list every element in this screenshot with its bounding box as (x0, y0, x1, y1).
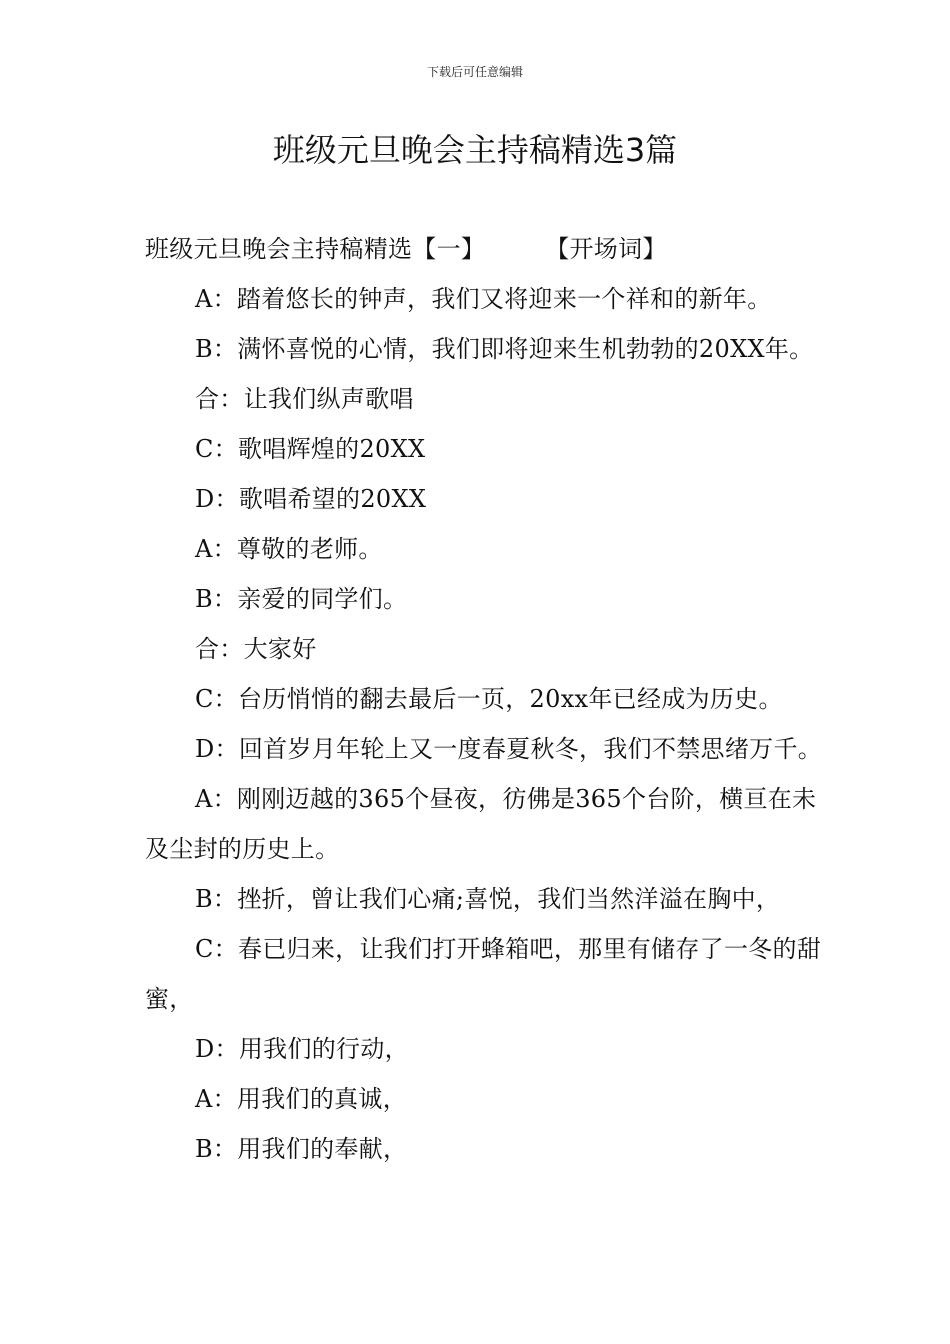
dialogue-line: 合：让我们纵声歌唱 (195, 385, 414, 413)
document-title: 班级元旦晚会主持稿精选3篇 (272, 131, 678, 169)
dialogue-paragraph: C：春已归来，让我们打开蜂箱吧，那里有储存了一冬的甜蜜， (145, 935, 822, 1013)
dialogue-line: D：用我们的行动， (195, 1035, 409, 1063)
dialogue-line: A：踏着悠长的钟声，我们又将迎来一个祥和的新年。 (195, 285, 772, 313)
dialogue-line: B：挫折，曾让我们心痛;喜悦，我们当然洋溢在胸中， (195, 885, 781, 913)
dialogue-paragraph: D：回首岁月年轮上又一度春夏秋冬，我们不禁思绪万千。 (195, 735, 823, 763)
dialogue-line: C：台历悄悄的翻去最后一页，20xx年已经成为历史。 (195, 685, 783, 713)
dialogue-line: D：歌唱希望的20XX (195, 485, 427, 513)
dialogue-line: B：用我们的奉献， (195, 1135, 408, 1163)
dialogue-paragraph: A：刚刚迈越的365个昼夜，彷佛是365个台阶，横亘在未及尘封的历史上。 (145, 785, 817, 863)
dialogue-line: B：亲爱的同学们。 (195, 585, 408, 613)
dialogue-line: B：满怀喜悦的心情，我们即将迎来生机勃勃的20XX年。 (195, 335, 814, 363)
dialogue-line: 合：大家好 (195, 635, 317, 663)
dialogue-line: A：尊敬的老师。 (195, 535, 383, 563)
section-heading-line (145, 224, 825, 274)
dialogue-line: C：歌唱辉煌的20XX (195, 435, 426, 463)
section-heading: 班级元旦晚会主持稿精选【一】 (145, 235, 486, 263)
section-subheading: 【开场词】 (545, 235, 667, 263)
document-body (145, 224, 825, 1174)
header-note: 下载后可任意编辑 (426, 65, 523, 79)
dialogue-line: A：用我们的真诚， (195, 1085, 408, 1113)
